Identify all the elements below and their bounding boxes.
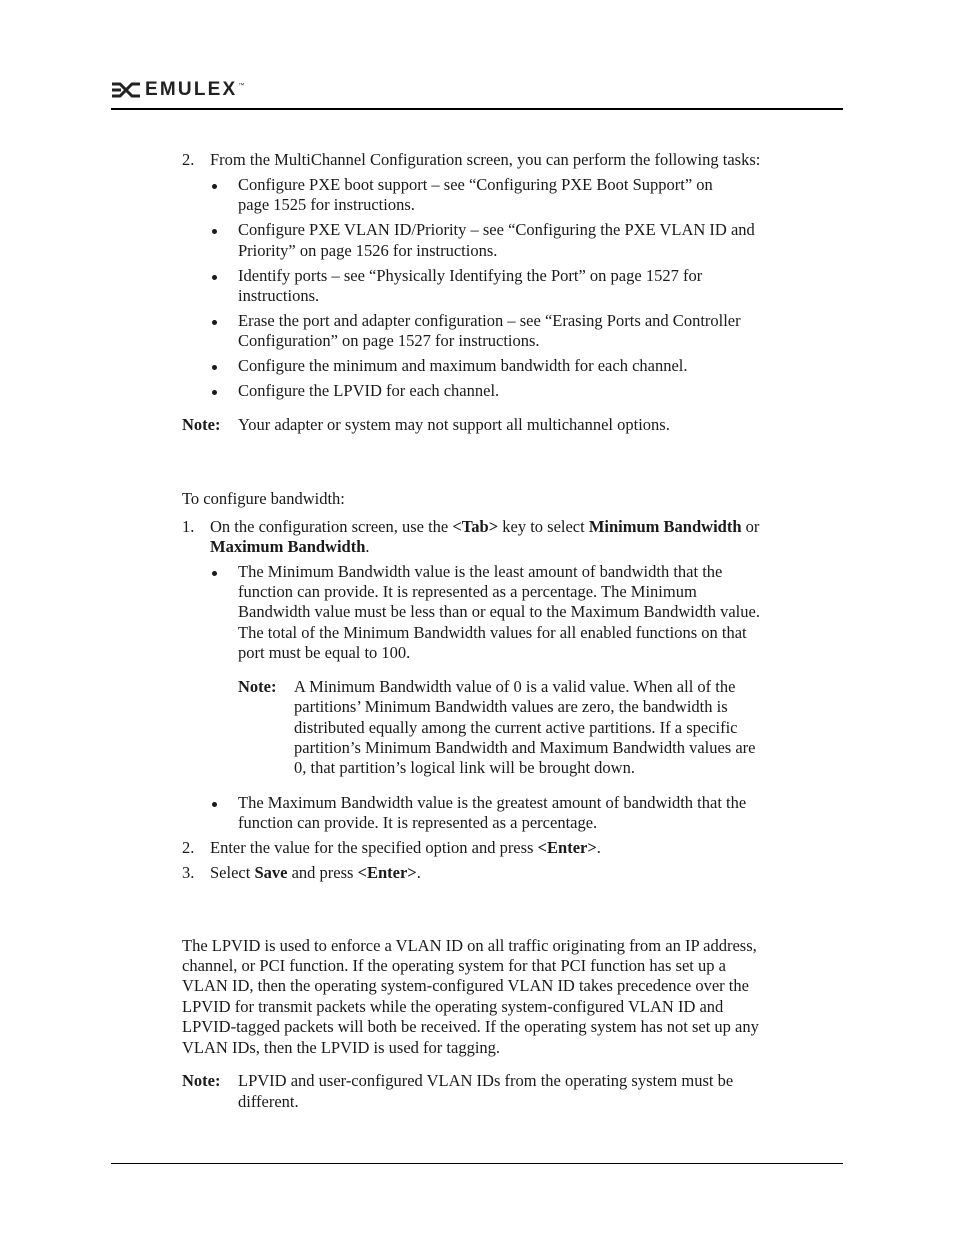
bullet-line: page 1525 for instructions. <box>238 195 415 214</box>
logo-trademark: ™ <box>238 83 245 89</box>
note-label: Note: <box>182 1071 221 1090</box>
step-number: 1. <box>182 517 195 536</box>
bullet-icon <box>212 229 217 234</box>
bullet-line: Erase the port and adapter configuration – see “Erasing Ports and Controller <box>238 311 741 330</box>
emulex-logo <box>111 80 244 100</box>
bullet-line: Configuration” on page 1527 for instructions. <box>238 331 540 350</box>
bullet-line: Configure PXE boot support – see “Configuring PXE Boot Support” on <box>238 175 713 194</box>
emulex-logo-icon <box>111 82 141 98</box>
header-rule <box>111 108 843 110</box>
paragraph-line: VLAN IDs, then the LPVID is used for tagging. <box>182 1038 501 1057</box>
bullet-line: function can provide. It is represented as a percentage. <box>238 813 598 832</box>
step-text: From the MultiChannel Configuration screen, you can perform the following tasks: <box>210 150 761 169</box>
note-label: Note: <box>238 677 277 696</box>
bullet-line: Configure the minimum and maximum bandwidth for each channel. <box>238 356 688 375</box>
note-text: Your adapter or system may not support all multichannel options. <box>238 415 670 434</box>
bullet-icon <box>212 390 217 395</box>
bullet-line: port must be equal to 100. <box>238 643 411 662</box>
bullet-line: Priority” on page 1526 for instructions. <box>238 241 498 260</box>
bullet-icon <box>212 184 217 189</box>
paragraph-line: channel, or PCI function. If the operating system for that PCI function has set up a <box>182 956 726 975</box>
paragraph-line: LPVID-tagged packets will both be received. If the operating system has not set up any <box>182 1017 759 1036</box>
bullet-line: The total of the Minimum Bandwidth values for all enabled functions on that <box>238 623 747 642</box>
step-text: Maximum Bandwidth. <box>210 537 370 556</box>
note-line: different. <box>238 1092 299 1111</box>
step-number: 2. <box>182 150 195 169</box>
note-line: partitions’ Minimum Bandwidth values are zero, the bandwidth is <box>294 697 728 716</box>
bullet-icon <box>212 275 217 280</box>
bullet-line: Bandwidth value must be less than or equal to the Maximum Bandwidth value. <box>238 602 760 621</box>
bullet-line: Configure the LPVID for each channel. <box>238 381 500 400</box>
bullet-icon <box>212 802 217 807</box>
paragraph-line: The LPVID is used to enforce a VLAN ID on all traffic originating from an IP address, <box>182 936 757 955</box>
bullet-line: Configure PXE VLAN ID/Priority – see “Configuring the PXE VLAN ID and <box>238 220 755 239</box>
note-line: LPVID and user-configured VLAN IDs from the operating system must be <box>238 1071 734 1090</box>
bullet-line: The Maximum Bandwidth value is the greatest amount of bandwidth that the <box>238 793 747 812</box>
footer-rule <box>111 1163 843 1164</box>
bullet-icon <box>212 571 217 576</box>
note-line: 0, that partition’s logical link will be brought down. <box>294 758 635 777</box>
bullet-icon <box>212 320 217 325</box>
bullet-line: instructions. <box>238 286 320 305</box>
note-line: distributed equally among the current active partitions. If a specific <box>294 718 738 737</box>
step-number: 3. <box>182 863 195 882</box>
bullet-line: The Minimum Bandwidth value is the least amount of bandwidth that the <box>238 562 723 581</box>
bullet-icon <box>212 365 217 370</box>
note-line: partition’s Minimum Bandwidth and Maximum Bandwidth values are <box>294 738 756 757</box>
logo-wordmark: EMULEX <box>145 79 238 100</box>
bullet-line: Identify ports – see “Physically Identifying the Port” on page 1527 for <box>238 266 703 285</box>
bullet-line: function can provide. It is represented as a percentage. The Minimum <box>238 582 697 601</box>
note-label: Note: <box>182 415 221 434</box>
note-line: A Minimum Bandwidth value of 0 is a valid value. When all of the <box>294 677 736 696</box>
paragraph-line: VLAN ID, then the operating system-configured VLAN ID takes precedence over the <box>182 976 749 995</box>
step-text: Select Save and press <Enter>. <box>210 863 421 882</box>
step-text: Enter the value for the specified option and press <Enter>. <box>210 838 601 857</box>
section-intro: To configure bandwidth: <box>182 489 345 508</box>
step-text: On the configuration screen, use the <Tab> key to select Minimum Bandwidth or <box>210 517 760 536</box>
step-number: 2. <box>182 838 195 857</box>
paragraph-line: LPVID for transmit packets while the operating system-configured VLAN ID and <box>182 997 724 1016</box>
